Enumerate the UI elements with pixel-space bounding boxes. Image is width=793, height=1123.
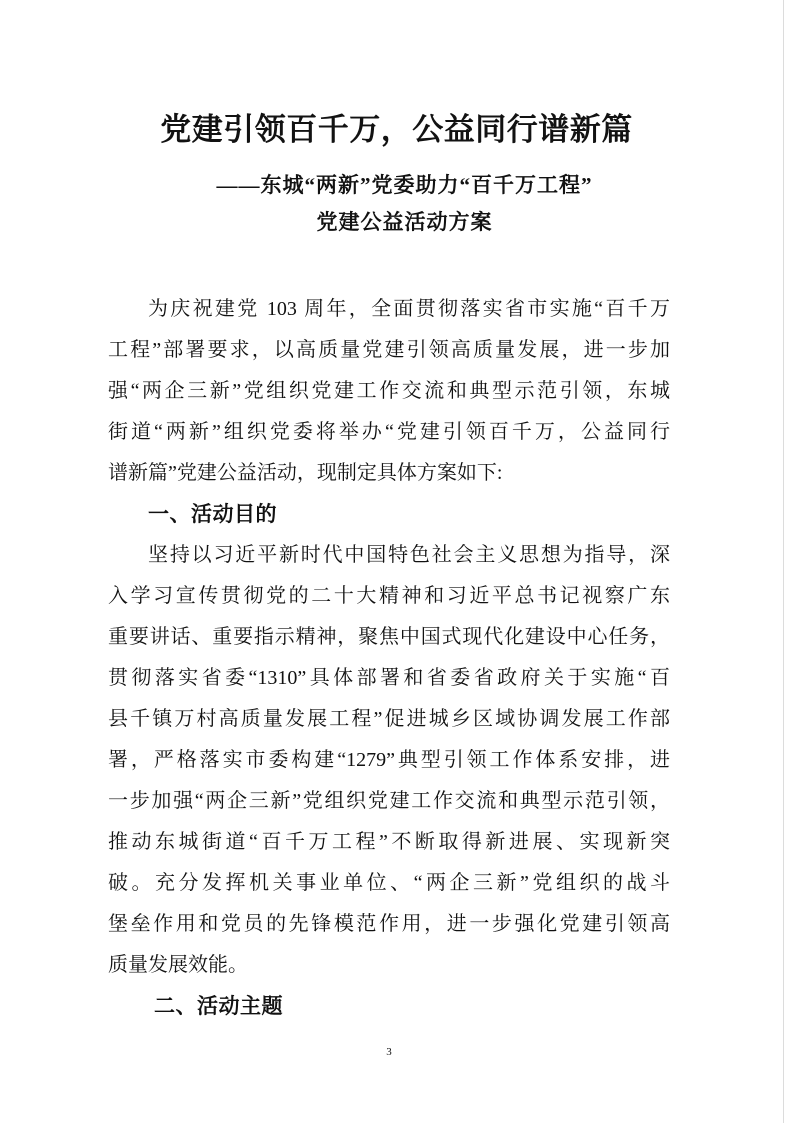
- paragraph-line: 一步加强“两企三新”党组织党建工作交流和典型示范引领，: [108, 790, 670, 812]
- paragraph-line: 为庆祝建党 103 周年，全面贯彻落实省市实施“百千万: [148, 298, 670, 320]
- paragraph-line: 破。充分发挥机关事业单位、“两企三新”党组织的战斗: [108, 872, 670, 894]
- section-heading: 二、活动主题: [154, 994, 283, 1018]
- paragraph-line: 署，严格落实市委构建“1279”典型引领工作体系安排，进: [108, 749, 670, 771]
- intro-paragraph: [108, 289, 670, 494]
- paragraph-line: 强“两企三新”党组织党建工作交流和典型示范引领，东城: [108, 380, 670, 402]
- paragraph-line: 坚持以习近平新时代中国特色社会主义思想为指导，深: [148, 544, 670, 566]
- paragraph-line: 工程”部署要求，以高质量党建引领高质量发展，进一步加: [108, 339, 670, 361]
- paragraph-line: 街道“两新”组织党委将举办“党建引领百千万，公益同行: [108, 421, 670, 443]
- page-number: 3: [386, 1046, 392, 1058]
- section-heading: 一、活动目的: [148, 502, 277, 526]
- paragraph-line: 贯彻落实省委“1310”具体部署和省委省政府关于实施“百: [108, 667, 670, 689]
- document-title: 党建引领百千万，公益同行谱新篇: [160, 112, 633, 147]
- purpose-paragraph: [108, 535, 670, 986]
- document-body: [108, 289, 670, 1027]
- paragraph-line: 县千镇万村高质量发展工程”促进城乡区域协调发展工作部: [108, 708, 670, 730]
- paragraph-line: 入学习宣传贯彻党的二十大精神和习近平总书记视察广东: [108, 585, 670, 607]
- paragraph-line: 谱新篇”党建公益活动，现制定具体方案如下:: [108, 462, 503, 484]
- paragraph-line: 堡垒作用和党员的先锋模范作用，进一步强化党建引领高: [108, 913, 670, 935]
- paragraph-line: 重要讲话、重要指示精神，聚焦中国式现代化建设中心任务，: [108, 626, 670, 648]
- subtitle-line: ——东城“两新”党委助力“百千万工程”: [216, 173, 593, 197]
- paragraph-line: 推动东城街道“百千万工程”不断取得新进展、实现新突: [108, 831, 670, 853]
- paragraph-line: 质量发展效能。: [108, 954, 248, 976]
- subtitle-line: 党建公益活动方案: [316, 210, 493, 234]
